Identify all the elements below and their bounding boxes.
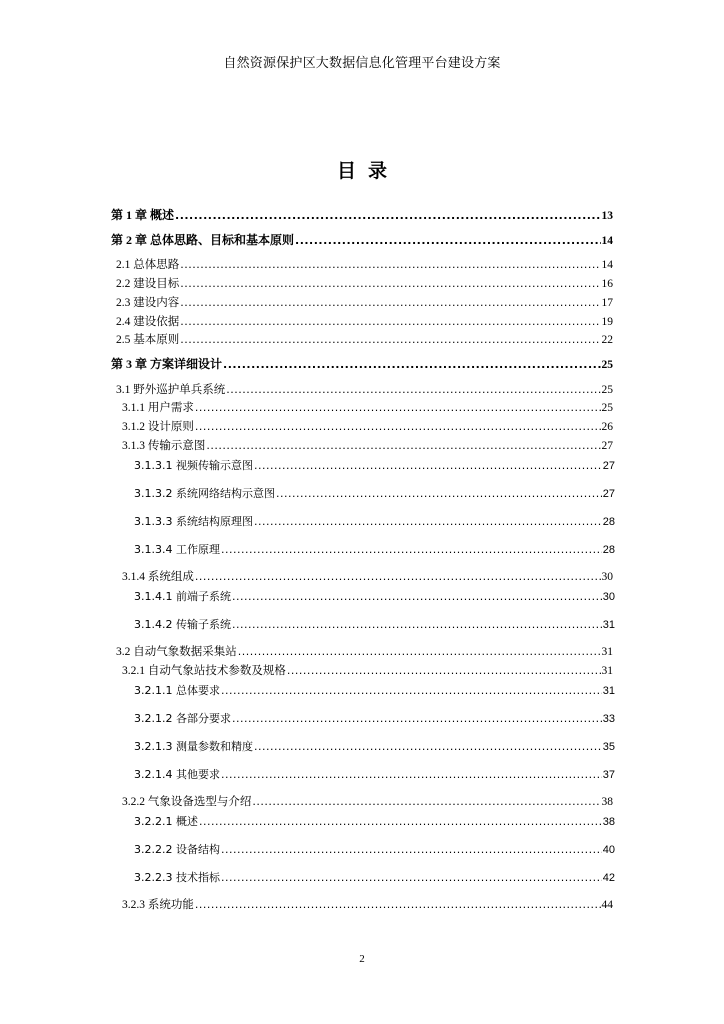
toc-entry[interactable] bbox=[134, 487, 615, 501]
dot-leader bbox=[199, 815, 602, 829]
toc-entry-label: 3.1.3.2 系统网络结构示意图 bbox=[134, 487, 275, 500]
toc-entry[interactable] bbox=[122, 898, 613, 912]
toc-entry-label: 3.1.1 用户需求 bbox=[122, 402, 194, 414]
toc-entry[interactable] bbox=[111, 208, 613, 223]
toc-entry-label: 3.1.4.1 前端子系统 bbox=[134, 590, 231, 603]
toc-entry[interactable] bbox=[134, 871, 615, 885]
toc-entry-page: 44 bbox=[601, 899, 613, 911]
toc-entry-label: 3.1.3 传输示意图 bbox=[122, 440, 206, 452]
toc-entry-page: 30 bbox=[602, 591, 615, 603]
toc-entry-label: 3.2.3 系统功能 bbox=[122, 899, 194, 911]
toc-entry-page: 31 bbox=[602, 685, 615, 697]
toc-entry[interactable] bbox=[122, 401, 613, 415]
toc-entry[interactable] bbox=[134, 515, 615, 529]
toc-entry-label: 2.1 总体思路 bbox=[116, 259, 180, 271]
toc-entry-page: 38 bbox=[601, 796, 613, 808]
toc-entry-label: 3.2.2.1 概述 bbox=[134, 815, 198, 828]
dot-leader bbox=[206, 439, 600, 453]
toc-entry-page: 13 bbox=[601, 210, 613, 222]
page-header: 自然资源保护区大数据信息化管理平台建设方案 bbox=[223, 56, 501, 71]
toc-entry-page: 22 bbox=[601, 334, 613, 346]
toc-entry[interactable] bbox=[134, 590, 615, 604]
toc-entry-label: 第 1 章 概述 bbox=[111, 208, 175, 222]
toc-entry[interactable] bbox=[134, 815, 615, 829]
toc-entry-page: 30 bbox=[601, 571, 613, 583]
toc-entry[interactable] bbox=[122, 570, 613, 584]
toc-entry[interactable] bbox=[134, 712, 615, 726]
toc-entry-label: 3.2.1.3 测量参数和精度 bbox=[134, 740, 253, 753]
toc-entry[interactable] bbox=[122, 439, 613, 453]
dot-leader bbox=[232, 712, 602, 726]
toc-entry-page: 25 bbox=[601, 359, 613, 371]
toc-entry-label: 3.1.4.2 传输子系统 bbox=[134, 618, 231, 631]
toc-entry-page: 27 bbox=[602, 488, 615, 500]
dot-leader bbox=[221, 543, 602, 557]
dot-leader bbox=[254, 740, 602, 754]
toc-entry-label: 2.4 建设依据 bbox=[116, 316, 180, 328]
toc-entry-page: 40 bbox=[602, 844, 615, 856]
dot-leader bbox=[232, 590, 602, 604]
dot-leader bbox=[221, 871, 602, 885]
toc-entry-label: 3.1 野外巡护单兵系统 bbox=[116, 384, 226, 396]
dot-leader bbox=[180, 258, 600, 272]
toc-entry-page: 38 bbox=[602, 816, 615, 828]
toc-entry[interactable] bbox=[116, 645, 613, 659]
toc-entry-page: 33 bbox=[602, 713, 615, 725]
dot-leader bbox=[252, 795, 600, 809]
toc-entry-label: 3.2.1.4 其他要求 bbox=[134, 768, 220, 781]
dot-leader bbox=[238, 645, 601, 659]
toc-entry[interactable] bbox=[122, 795, 613, 809]
toc-entry[interactable] bbox=[116, 333, 613, 347]
dot-leader bbox=[276, 487, 602, 501]
toc-entry-label: 第 3 章 方案详细设计 bbox=[111, 357, 223, 371]
dot-leader bbox=[180, 277, 600, 291]
toc-entry-page: 14 bbox=[601, 259, 613, 271]
toc-entry-page: 31 bbox=[601, 646, 613, 658]
toc-entry[interactable] bbox=[116, 315, 613, 329]
toc-entry-page: 25 bbox=[601, 402, 613, 414]
toc-entry-page: 14 bbox=[601, 235, 613, 247]
toc-entry[interactable] bbox=[116, 296, 613, 310]
toc-entry-label: 3.2.2 气象设备选型与介绍 bbox=[122, 796, 252, 808]
toc-title: 目录 bbox=[336, 160, 399, 182]
toc-entry-label: 3.2.1.1 总体要求 bbox=[134, 684, 220, 697]
toc-entry-label: 3.2.2.3 技术指标 bbox=[134, 871, 220, 884]
toc-entry[interactable] bbox=[134, 543, 615, 557]
dot-leader bbox=[180, 315, 600, 329]
toc-entry-page: 28 bbox=[602, 516, 615, 528]
toc-entry-page: 27 bbox=[601, 440, 613, 452]
dot-leader bbox=[232, 618, 602, 632]
dot-leader bbox=[221, 768, 602, 782]
toc-entry-page: 27 bbox=[602, 460, 615, 472]
toc-entry-label: 3.1.3.4 工作原理 bbox=[134, 543, 220, 556]
toc-entry[interactable] bbox=[122, 664, 613, 678]
toc-entry[interactable] bbox=[134, 684, 615, 698]
toc-entry[interactable] bbox=[111, 357, 613, 372]
toc-entry-label: 3.1.3.1 视频传输示意图 bbox=[134, 459, 253, 472]
toc-entry-label: 2.3 建设内容 bbox=[116, 297, 180, 309]
toc-entry-label: 3.2.2.2 设备结构 bbox=[134, 843, 220, 856]
toc-entry-page: 25 bbox=[601, 384, 613, 396]
dot-leader bbox=[195, 420, 601, 434]
toc-entry-label: 3.1.2 设计原则 bbox=[122, 421, 194, 433]
toc-entry[interactable] bbox=[134, 740, 615, 754]
dot-leader bbox=[180, 333, 600, 347]
toc-entry[interactable] bbox=[134, 768, 615, 782]
toc-entry[interactable] bbox=[122, 420, 613, 434]
page-number: 2 bbox=[359, 953, 365, 965]
dot-leader bbox=[221, 684, 602, 698]
toc-entry-label: 3.2 自动气象数据采集站 bbox=[116, 646, 237, 658]
toc-entry-page: 42 bbox=[602, 872, 615, 884]
toc-entry[interactable] bbox=[134, 843, 615, 857]
dot-leader bbox=[195, 401, 601, 415]
dot-leader bbox=[287, 664, 601, 678]
toc-entry-page: 19 bbox=[601, 316, 613, 328]
toc-entry-label: 2.5 基本原则 bbox=[116, 334, 180, 346]
dot-leader bbox=[221, 843, 602, 857]
dot-leader bbox=[180, 296, 600, 310]
dot-leader bbox=[223, 358, 600, 372]
toc-entry-label: 3.1.4 系统组成 bbox=[122, 571, 194, 583]
dot-leader bbox=[175, 209, 600, 223]
toc-entry-page: 16 bbox=[601, 278, 613, 290]
toc-entry-label: 3.2.1 自动气象站技术参数及规格 bbox=[122, 665, 286, 677]
dot-leader bbox=[195, 570, 601, 584]
toc-entry-label: 3.2.1.2 各部分要求 bbox=[134, 712, 231, 725]
toc-entry[interactable] bbox=[116, 383, 613, 397]
toc-entry-page: 31 bbox=[601, 665, 613, 677]
toc-entry[interactable] bbox=[116, 277, 613, 291]
toc-entry-page: 35 bbox=[602, 741, 615, 753]
toc-entry-label: 3.1.3.3 系统结构原理图 bbox=[134, 515, 253, 528]
dot-leader bbox=[254, 459, 602, 473]
toc-entry[interactable] bbox=[116, 258, 613, 272]
dot-leader bbox=[226, 383, 600, 397]
dot-leader bbox=[295, 234, 600, 248]
toc-entry-page: 26 bbox=[601, 421, 613, 433]
toc-entry-page: 37 bbox=[602, 769, 615, 781]
toc-entry[interactable] bbox=[134, 618, 615, 632]
dot-leader bbox=[195, 898, 601, 912]
toc-entry-label: 2.2 建设目标 bbox=[116, 278, 180, 290]
dot-leader bbox=[254, 515, 602, 529]
toc-entry[interactable] bbox=[111, 233, 613, 248]
toc-entry[interactable] bbox=[134, 459, 615, 473]
toc-entry-page: 31 bbox=[602, 619, 615, 631]
toc-entry-label: 第 2 章 总体思路、目标和基本原则 bbox=[111, 233, 295, 247]
toc-entry-page: 17 bbox=[601, 297, 613, 309]
toc-entry-page: 28 bbox=[602, 544, 615, 556]
